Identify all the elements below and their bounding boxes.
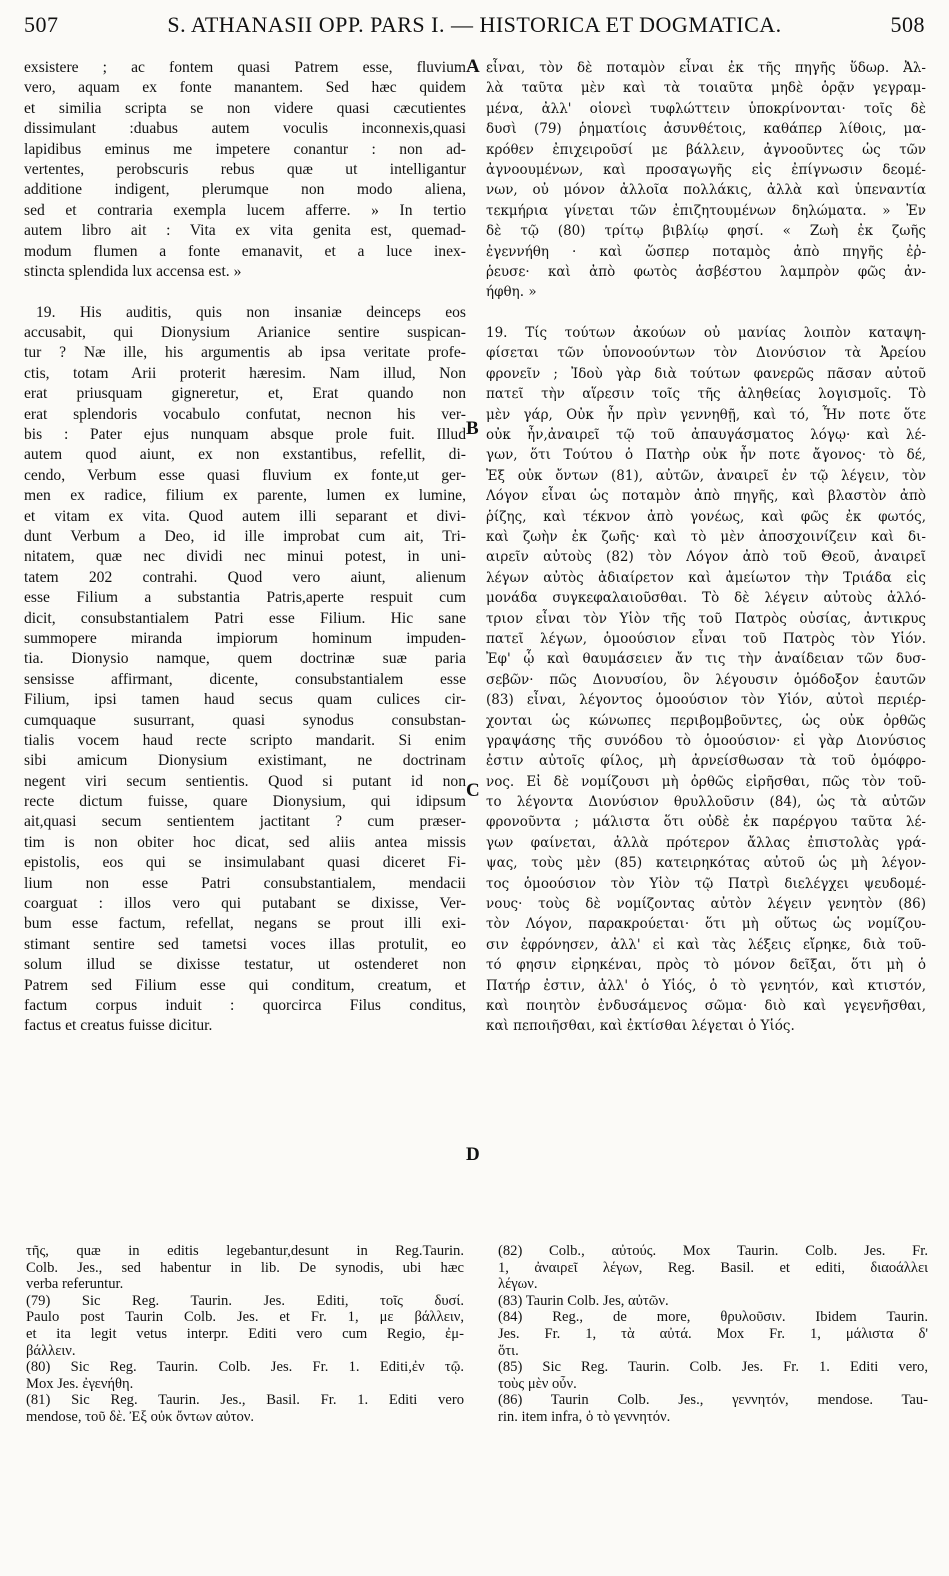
greek-text-line: φίσεται τῶν ὑπονοούντων τὸν Διονύσιον τὰ Ἀρείου [486, 345, 926, 362]
footnote-line: rin. item infra, ὁ τὸ γεννητόν. [498, 1408, 671, 1425]
latin-text-line: esse Filium a substantia Patris,aperte respuit cum [24, 589, 466, 607]
footnote-line: Paulo post Taurin Colb. Jes. et Fr. 1, με βάλλειν, [26, 1309, 464, 1326]
latin-text-line [24, 282, 466, 302]
greek-text-line: νων, οὐ μόνον ἀλλοῖα πολλάκις, ἀλλὰ καὶ ὑπεναντία [486, 182, 926, 199]
footnote-line: λέγων. [498, 1276, 538, 1293]
latin-text-line: erat priusquam gigneretur, et, Erat quando non [24, 385, 466, 403]
footnote-line: (83) Taurin Colb. Jes, αὐτῶν. [498, 1292, 669, 1309]
latin-text-line: Patrem sed Filium esse qui conditum, creatum, et [24, 976, 466, 994]
greek-text-line: δὲ τῷ (80) τρίτῳ βιβλίῳ φησί. « Ζωὴ ἐκ ζωῆς [486, 223, 926, 240]
margin-letter-d: D [466, 1144, 480, 1165]
latin-text-line: stincta splendida lux accensa est. » [24, 262, 242, 280]
footnote-line: (85) Sic Reg. Taurin. Colb. Jes. Fr. 1. Editi vero, [498, 1359, 928, 1376]
latin-text-line: ctis, totam Arii proterit hæresim. Nam illud, Non [24, 364, 466, 382]
footnotes-right [498, 1243, 928, 1426]
latin-text-line: summopere miranda impiorum hominum impuden- [24, 629, 466, 647]
latin-column [24, 58, 466, 1037]
greek-text-line: τό φησιν εἰρηκέναι, πρὸς τὸ μόνον δεῖξαι, ὅτι μὴ ὁ [486, 957, 926, 974]
margin-letter-c: C [466, 780, 480, 801]
greek-text-line: Πατήρ ἐστιν, ἀλλ' ὁ Υἱός, ὁ τὸ γενητόν, καὶ κτιστόν, [486, 977, 926, 994]
footnote-line: τῆς, quæ in editis legebantur,desunt in Reg.Taurin. [26, 1243, 464, 1259]
greek-text-line: ῥίζης, καὶ τέκνον ἀπὸ γονέως, καὶ φῶς ἐκ φωτός, [486, 508, 926, 525]
latin-text-line: dicit, consubstantialem Patri esse Filium. Hic sane [24, 609, 466, 627]
footnote-line: (84) Reg., de more, θρυλοῦσιν. Ibidem Taurin. [498, 1309, 928, 1326]
greek-text-line: Λόγον εἶναι ὡς ποταμὸν ἀπὸ πηγῆς, καὶ βλαστὸν ἀπὸ [486, 488, 926, 505]
latin-text-line: et vitam ex vita. Quod autem illi separant et divi- [24, 507, 466, 525]
greek-text-line: Ἐφ' ᾧ καὶ θαυμάσειεν ἄν τις τὴν ἀναίδειαν τῶν δυσ- [486, 651, 926, 668]
footnotes-left [26, 1243, 464, 1426]
latin-text-line: bum esse factum, refellat, negans se prout illi exi- [24, 915, 466, 933]
latin-text-line: et similia scripta se non videre quasi cæcutientes [24, 99, 466, 117]
latin-text-line: sed et contraria exempla lucem afferre. » In tertio [24, 201, 466, 219]
greek-text-line: μὲν γάρ, Οὐκ ἦν πρὶν γεννηθῇ, καὶ τό, Ἦν ποτε ὅτε [486, 406, 926, 423]
greek-text-line: ψας, τοὺς μὲν (85) κατειρηκότας αὐτοῦ ὡς μὴ λέγον- [486, 855, 926, 872]
latin-text-line: cendo, Verbum esse quasi fluvium ex fonte,ut ger- [24, 466, 466, 484]
latin-text-line: dissimulant :duabus autem voculis inconnexis,quasi [24, 120, 466, 138]
latin-text-line: vertentes, perobscuris rebus quæ ut intelligantur [24, 160, 466, 178]
latin-text-line: vero, aquam ex fonte manantem. Sed hæc quidem [24, 79, 466, 97]
footnote-line: τοὺς μὲν οὖν. [498, 1375, 577, 1392]
greek-text-line: ἐστιν αὐτοῖς φίλος, μὴ ἀρνείσθωσαν τὰ τοῦ ὁμόφρο- [486, 753, 926, 770]
latin-text-line: tur ? Næ ille, his argumentis ab ipsa veritate profe- [24, 344, 466, 362]
greek-text-line: γων, ὅτι Τούτου ὁ Πατὴρ οὐκ ἦν ποτε ἄγονος· τὸ δέ, [486, 447, 926, 464]
latin-text-line: dunt Verbum a Deo, id ille improbat cum ait, Tri- [24, 527, 466, 545]
greek-text-line: ἐγεννήθη · καὶ ὥσπερ ποταμὸς ἀπὸ πηγῆς ἐῤ- [486, 243, 926, 260]
greek-text-line: γραψάσης τῆς συνόδου τὸ ὁμοούσιον· εἰ γὰρ Διονύσιος [486, 732, 926, 749]
footnote-line: Jes. Fr. 1, τὰ αὐτά. Mox Fr. 1, μάλιστα δ' [498, 1325, 928, 1342]
greek-text-line: μονάδα συγκεφαλαιοῦσθαι. Τὸ δὲ λέγειν αὐτοὺς ἀλλό- [486, 590, 926, 607]
footnote-line: Mox Jes. ἐγενήθη. [26, 1375, 134, 1392]
greek-text-line: νους· τοὺς δὲ νομίζοντας αὐτὸν λέγειν γενητὸν (86) [486, 896, 926, 913]
greek-text-line: μένα, ἀλλ' οἱονεὶ τυφλώττειν ὑποκρίνονται· τοῖς δὲ [486, 100, 926, 117]
footnote-line: 1, ἀναιρεῖ λέγων, Reg. Basil. et editi, διαοάλλει [498, 1259, 928, 1276]
latin-text-line: sibi amicum Dionysium existimant, ne doctrinam [24, 752, 466, 770]
footnote-line: verba referuntur. [26, 1276, 124, 1293]
greek-text-line: λὰ ταῦτα μὲν καὶ τὰ τοιαῦτα μηδὲ ὁρᾷν γεγραμ- [486, 80, 926, 97]
greek-text-line: καὶ ποιητὸν ἐνδυσάμενος σῶμα· διὸ καὶ γεγενῆσθαι, [486, 997, 926, 1014]
greek-text-line: τὸν Λόγον, παρακρούεται· ὅτι μὴ οὕτως ὡς νομίζου- [486, 916, 926, 933]
latin-text-line: tim is non obiter hoc dicat, sed aliis antea missis [24, 833, 466, 851]
latin-text-line: negent viri secum sentientis. Quod si putant id non [24, 772, 466, 790]
latin-text-line: tia. Dionysio namque, quem doctrinæ suæ paria [24, 650, 466, 668]
greek-text-line: οὐκ ἦν,ἀναιρεῖ τῷ τοῦ ἀπαυγάσματος λόγῳ· καὶ λέ- [486, 427, 926, 444]
latin-text-line: coarguat : illos vero qui putabant se dixisse, Ver- [24, 895, 466, 913]
greek-text-line: το λέγοντα Διονύσιον θρυλλοῦσιν (84), ὡς τὰ αὐτῶν [486, 794, 926, 811]
page-number-left: 507 [24, 12, 59, 37]
footnote-line: (80) Sic Reg. Taurin. Colb. Jes. Fr. 1. Editi,ἐν τῷ. [26, 1359, 464, 1376]
greek-text-line: ήφθη. » [486, 284, 537, 301]
running-header [24, 12, 925, 42]
greek-text-line: σιν ἐφρόνησεν, ἀλλ' εἰ καὶ τὰς λέξεις εἴρηκε, διὰ τοῦ- [486, 936, 926, 953]
footnote-line: (79) Sic Reg. Taurin. Jes. Editi, τοῖς δυσί. [26, 1292, 464, 1309]
latin-text-line: bis : Pater ejus nunquam absque prole fuit. Illud [24, 426, 466, 444]
margin-letter-a: A [466, 56, 480, 77]
latin-text-line: epistolis, eos qui se insimulabant quasi diceret Fi- [24, 854, 466, 872]
latin-text-line: tialis vocem haud recte scripto mandarit. Si enim [24, 731, 466, 749]
greek-text-line: καὶ ζωὴν ἐκ ζωῆς· καὶ τὸ μὲν ἀποσχοινίζειν καὶ δι- [486, 528, 926, 545]
greek-text-line: εἶναι, τὸν δὲ ποταμὸν εἶναι ἐκ τῆς πηγῆς ὕδωρ. Ἀλ- [486, 60, 926, 76]
greek-text-line: καὶ πεποιῆσθαι, καὶ ἐκτίσθαι λέγεται ὁ Υἱός. [486, 1018, 795, 1035]
greek-text-line: τριον εἶναι τὸν Υἱὸν τῆς τοῦ Πατρὸς οὐσίας, ἀντικρυς [486, 610, 926, 627]
footnote-line: Colb. Jes., sed habentur in lib. De synodis, ubi hæc [26, 1259, 464, 1276]
greek-text-line: τεκμήρια γίνεται τῶν ἐπιζητουμένων δηλώματα. » Ἐν [486, 202, 926, 219]
latin-text-line: cumquaque susurrant, quasi synodus consubstan- [24, 711, 466, 729]
greek-text-line: νος. Εἰ δὲ νομίζουσι μὴ ὀρθῶς εἰρῆσθαι, πῶς τὸν τοῦ- [486, 773, 926, 790]
latin-text-line: factus et creatus fuisse dicitur. [24, 1017, 213, 1035]
latin-text-line: 19. His auditis, quis non insaniæ deinceps eos [36, 303, 466, 321]
latin-text-line: ait,quasi secum sentientem jactitant ? cum præser- [24, 813, 466, 831]
latin-text-line: stimant sentire sed tametsi voces illas protulit, eo [24, 935, 466, 953]
greek-text-line: χονται ὡς κώνωπες περιβομβοῦντες, ὡς οὐκ ὀρθῶς [486, 712, 926, 729]
running-title: S. ATHANASII OPP. PARS I. — HISTORICA ET DOGMATICA. [167, 12, 782, 37]
latin-text-line: lapidibus eminus me impetere conantur : non ad- [24, 140, 466, 158]
latin-text-line: men ex radice, filium ex parente, lumen ex lumine, [24, 487, 466, 505]
footnote-line: (82) Colb., αὐτούς. Mox Taurin. Colb. Jes. Fr. [498, 1243, 928, 1259]
footnote-line: (81) Sic Reg. Taurin. Jes., Basil. Fr. 1. Editi vero [26, 1392, 464, 1409]
latin-text-line: recte dictum fuisse, quare Dionysium, qui idipsum [24, 793, 466, 811]
latin-text-line: additione indigent, plerumque non modo aliena, [24, 181, 466, 199]
footnote-line: (86) Taurin Colb. Jes., γεννητόν, mendose. Tau- [498, 1392, 928, 1409]
greek-text-line: λέγων αὐτὸς ἀδιαίρετον καὶ ἀμείωτον τὴν Τριάδα εἰς [486, 569, 926, 586]
latin-text-line: solum illud se dixisse testatur, ut ostenderet non [24, 956, 466, 974]
greek-text-line: αιρεῖν αὐτοὺς (82) τὸν Λόγον ἀπὸ τοῦ Θεοῦ, ἀναιρεῖ [486, 549, 926, 566]
greek-text-line: 19. Τίς τούτων ἀκούων οὐ μανίας λοιπὸν καταψη- [486, 325, 926, 342]
greek-text-line: ῥευσε· καὶ ἀπὸ φωτὸς ἀσβέστου λαμπρὸν φῶς ἀν- [486, 263, 926, 280]
greek-text-line: πατεῖ τὴν αἵρεσιν τοῖς τῆς ἀληθείας λογισμοῖς. Τὸ [486, 386, 926, 403]
footnote-line: ὅτι. [498, 1342, 519, 1359]
page-number-right: 508 [890, 12, 925, 37]
latin-text-line: modum flumen a fonte emanavit, et a luce inex- [24, 242, 466, 260]
latin-text-line: factum corpus induit : quorcirca Filus conditus, [24, 996, 466, 1014]
latin-text-line: erat splendoris vocabulo confutat, necnon his ver- [24, 405, 466, 423]
latin-text-line: accusabit, qui Dionysium Arianice sentire suspican- [24, 324, 466, 342]
latin-text-line: lium non esse Patri consubstantialem, mendacii [24, 874, 466, 892]
greek-text-line: τος ὁμοούσιον τὸν Υἱὸν τῷ Πατρὶ διελέγχει ψευδομέ- [486, 875, 926, 892]
latin-text-line: Filium, ipsi tamen haud secus quam culices cir- [24, 691, 466, 709]
greek-column [486, 58, 926, 1037]
greek-text-line: δυσὶ (79) ῥηματίοις ἀσυνθέτοις, καθάπερ λίθοις, μα- [486, 121, 926, 138]
greek-text-line: ἀγνοουμένων, καὶ προσαγωγῆς εἰς ἐπίγνωσιν δεομέ- [486, 161, 926, 178]
greek-text-line: πατεῖ λέγων, ὁμοούσιον εἶναι τοῦ Πατρὸς τὸν Υἱόν. [486, 630, 926, 647]
latin-text-line: exsistere ; ac fontem quasi Patrem esse, fluvium [24, 59, 466, 76]
greek-text-line: κρόθεν ἐπιχειροῦσί με βάλλειν, ἀγνοοῦντες ὡς τῶν [486, 141, 926, 158]
margin-letter-b: B [466, 418, 479, 439]
latin-text-line: autem quod aiunt, ex non exstantibus, refellit, di- [24, 446, 466, 464]
greek-text-line: φρονεῖν ; Ἰδοὺ γὰρ διὰ τούτων φανερῶς πᾶσαν αὐτοῦ [486, 365, 926, 382]
latin-text-line: nitatem, quæ nec dividi nec minui potest, in uni- [24, 548, 466, 566]
latin-text-line: autem libro ait : Vita ex vita genita est, quemad- [24, 222, 466, 240]
greek-text-line: σεβῶν· πῶς Διονυσίου, ὃν λέγουσιν ὁμόδοξον ἑαυτῶν [486, 671, 926, 688]
footnote-line: βάλλειν. [26, 1342, 76, 1359]
greek-text-line: (83) εἶναι, λέγοντος ὁμοούσιον τὸν Υἱόν, αὐτοὶ περιέρ- [486, 692, 926, 709]
greek-text-line: γων φαίνεται, ἀλλὰ πρότερον ἄλλας ἐπιστολὰς γρά- [486, 834, 926, 851]
greek-text-line: φρονοῦντα ; μάλιστα ὅτι οὐδὲ ἐκ παρέργου ταῦτα λέ- [486, 814, 926, 831]
footnote-line: mendose, τοῦ δὲ. Ἐξ οὐκ ὄντων αὐτον. [26, 1408, 254, 1425]
greek-text-line: Ἐξ οὐκ ὄντων (81), αὐτῶν, ἀναιρεῖ ἐν τῷ λέγειν, τὸν [486, 467, 926, 484]
footnote-line: et ita legit vetus interpr. Editi vero cum Regio, ἐμ- [26, 1325, 464, 1342]
latin-text-line: tatem 202 contrahi. Quod vero aiunt, alienum [24, 568, 466, 586]
latin-text-line: sensisse affirmant, dicente, consubstantialem esse [24, 670, 466, 688]
